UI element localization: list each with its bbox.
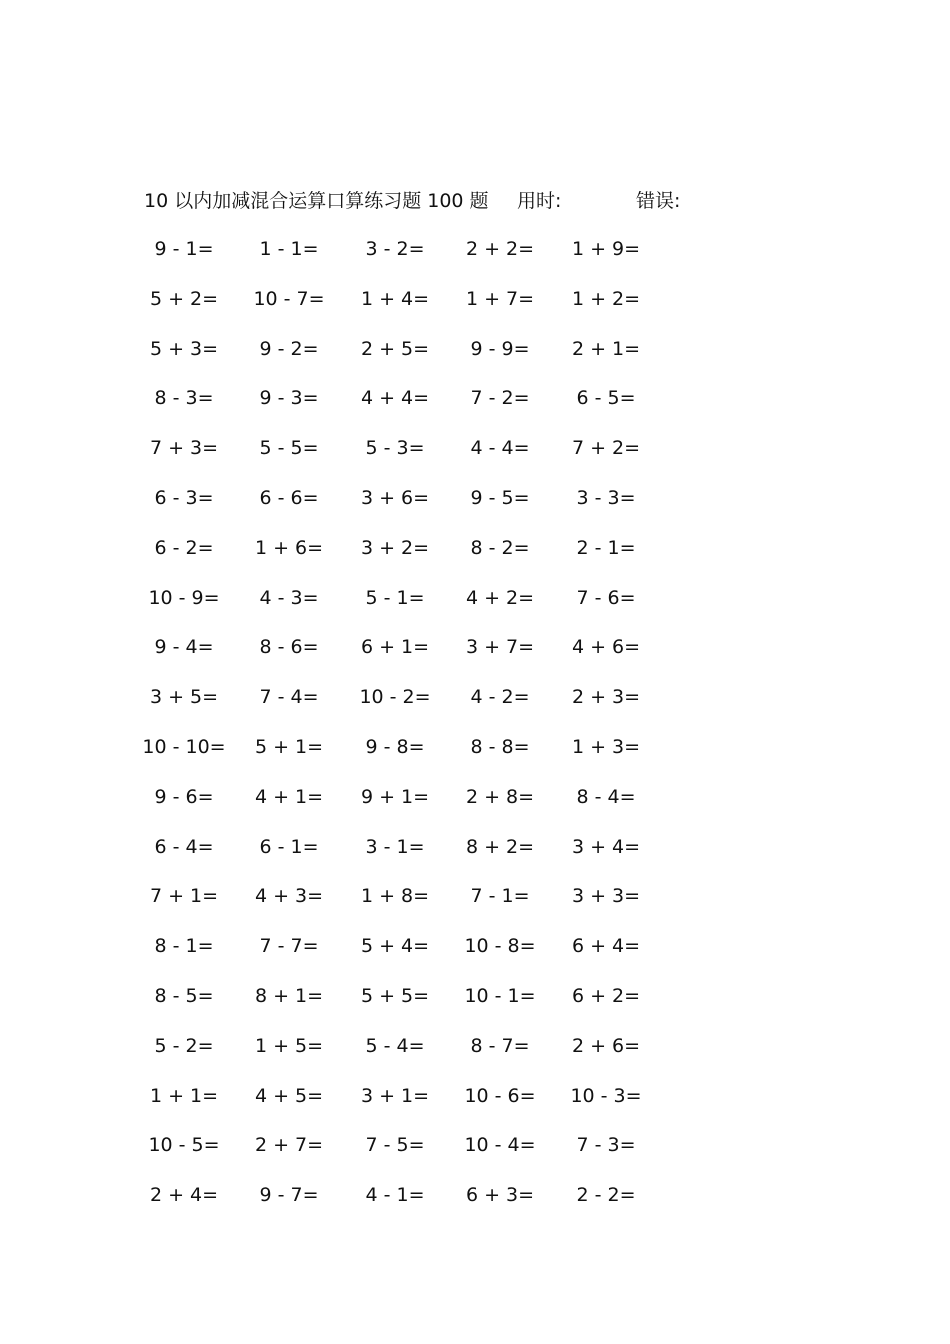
arithmetic-problem: 6 + 2= bbox=[571, 985, 641, 1007]
arithmetic-problem: 3 + 5= bbox=[149, 686, 219, 709]
problem-row bbox=[0, 1029, 950, 1063]
arithmetic-problem: 10 - 1= bbox=[464, 985, 536, 1007]
arithmetic-problem: 7 - 6= bbox=[576, 586, 636, 609]
arithmetic-problem: 7 - 1= bbox=[470, 885, 530, 908]
problem-row bbox=[0, 1128, 950, 1162]
arithmetic-problem: 2 + 6= bbox=[571, 1034, 641, 1057]
arithmetic-problem: 9 - 2= bbox=[259, 337, 319, 360]
arithmetic-problem: 8 - 1= bbox=[154, 935, 214, 958]
arithmetic-problem: 2 + 1= bbox=[571, 337, 641, 360]
arithmetic-problem: 10 - 4= bbox=[464, 1134, 536, 1157]
problem-row bbox=[0, 232, 950, 266]
arithmetic-problem: 9 - 5= bbox=[470, 487, 530, 509]
problem-row bbox=[0, 630, 950, 664]
arithmetic-problem: 5 + 3= bbox=[149, 337, 219, 360]
arithmetic-problem: 1 + 9= bbox=[571, 238, 641, 260]
arithmetic-problem: 8 - 5= bbox=[154, 985, 214, 1007]
arithmetic-problem: 5 + 2= bbox=[149, 287, 219, 310]
problem-row bbox=[0, 381, 950, 415]
arithmetic-problem: 10 - 6= bbox=[464, 1084, 536, 1107]
arithmetic-problem: 8 + 2= bbox=[465, 835, 535, 858]
worksheet-title: 10 以内加减混合运算口算练习题 100 题 bbox=[144, 190, 489, 212]
arithmetic-problem: 9 - 9= bbox=[470, 337, 530, 360]
arithmetic-problem: 9 - 3= bbox=[259, 387, 319, 410]
problem-row bbox=[0, 431, 950, 465]
problem-row bbox=[0, 581, 950, 615]
arithmetic-problem: 5 + 4= bbox=[360, 935, 430, 958]
arithmetic-problem: 3 + 1= bbox=[360, 1084, 430, 1107]
arithmetic-problem: 5 - 1= bbox=[365, 586, 425, 609]
arithmetic-problem: 6 - 3= bbox=[154, 487, 214, 509]
problem-row bbox=[0, 1178, 950, 1212]
problem-row bbox=[0, 830, 950, 864]
arithmetic-problem: 7 + 3= bbox=[149, 437, 219, 460]
arithmetic-problem: 2 + 8= bbox=[465, 785, 535, 808]
arithmetic-problem: 4 - 1= bbox=[365, 1184, 425, 1207]
problem-row bbox=[0, 282, 950, 316]
arithmetic-problem: 9 - 1= bbox=[154, 238, 214, 260]
arithmetic-problem: 8 - 7= bbox=[470, 1034, 530, 1057]
arithmetic-problem: 9 - 8= bbox=[365, 736, 425, 758]
problem-row bbox=[0, 481, 950, 515]
arithmetic-problem: 4 - 4= bbox=[470, 437, 530, 460]
arithmetic-problem: 1 + 5= bbox=[254, 1034, 324, 1057]
arithmetic-problem: 7 - 3= bbox=[576, 1134, 636, 1157]
arithmetic-problem: 9 - 4= bbox=[154, 636, 214, 659]
arithmetic-problem: 8 + 1= bbox=[254, 985, 324, 1007]
problem-row bbox=[0, 531, 950, 565]
arithmetic-problem: 2 + 3= bbox=[571, 686, 641, 709]
arithmetic-problem: 4 + 2= bbox=[465, 586, 535, 609]
problem-row bbox=[0, 332, 950, 366]
arithmetic-problem: 10 - 8= bbox=[464, 935, 536, 958]
problem-row bbox=[0, 1079, 950, 1113]
arithmetic-problem: 10 - 9= bbox=[148, 586, 220, 609]
worksheet-header bbox=[144, 186, 764, 216]
arithmetic-problem: 3 - 1= bbox=[365, 835, 425, 858]
arithmetic-problem: 4 + 5= bbox=[254, 1084, 324, 1107]
problem-row bbox=[0, 929, 950, 963]
problem-row bbox=[0, 979, 950, 1013]
arithmetic-problem: 4 - 3= bbox=[259, 586, 319, 609]
arithmetic-problem: 1 + 6= bbox=[254, 536, 324, 559]
arithmetic-problem: 5 + 5= bbox=[360, 985, 430, 1007]
arithmetic-problem: 4 + 3= bbox=[254, 885, 324, 908]
arithmetic-problem: 1 + 8= bbox=[360, 885, 430, 908]
arithmetic-problem: 3 + 3= bbox=[571, 885, 641, 908]
arithmetic-problem: 1 + 1= bbox=[149, 1084, 219, 1107]
arithmetic-problem: 10 - 5= bbox=[148, 1134, 220, 1157]
arithmetic-problem: 10 - 2= bbox=[359, 686, 431, 709]
arithmetic-problem: 8 - 8= bbox=[470, 736, 530, 758]
arithmetic-problem: 9 - 7= bbox=[259, 1184, 319, 1207]
arithmetic-problem: 7 - 4= bbox=[259, 686, 319, 709]
arithmetic-problem: 8 - 3= bbox=[154, 387, 214, 410]
arithmetic-problem: 2 + 4= bbox=[149, 1184, 219, 1207]
arithmetic-problem: 7 + 1= bbox=[149, 885, 219, 908]
arithmetic-problem: 2 - 1= bbox=[576, 536, 636, 559]
arithmetic-problem: 10 - 3= bbox=[570, 1084, 642, 1107]
time-used-label: 用时: bbox=[517, 190, 562, 212]
arithmetic-problem: 6 - 6= bbox=[259, 487, 319, 509]
arithmetic-problem: 3 - 2= bbox=[365, 238, 425, 260]
arithmetic-problem: 3 + 2= bbox=[360, 536, 430, 559]
arithmetic-problem: 5 + 1= bbox=[254, 736, 324, 758]
arithmetic-problem: 4 - 2= bbox=[470, 686, 530, 709]
arithmetic-problem: 7 - 2= bbox=[470, 387, 530, 410]
arithmetic-problem: 10 - 7= bbox=[253, 287, 325, 310]
arithmetic-problem: 8 - 4= bbox=[576, 785, 636, 808]
arithmetic-problem: 6 + 1= bbox=[360, 636, 430, 659]
arithmetic-problem: 4 + 1= bbox=[254, 785, 324, 808]
arithmetic-problem: 5 - 3= bbox=[365, 437, 425, 460]
arithmetic-problem: 6 + 3= bbox=[465, 1184, 535, 1207]
arithmetic-problem: 3 - 3= bbox=[576, 487, 636, 509]
arithmetic-problem: 7 + 2= bbox=[571, 437, 641, 460]
arithmetic-problem: 3 + 6= bbox=[360, 487, 430, 509]
arithmetic-problem: 8 - 2= bbox=[470, 536, 530, 559]
problem-row bbox=[0, 780, 950, 814]
arithmetic-problem: 2 + 5= bbox=[360, 337, 430, 360]
arithmetic-problem: 8 - 6= bbox=[259, 636, 319, 659]
problem-row bbox=[0, 879, 950, 913]
problem-row bbox=[0, 730, 950, 764]
arithmetic-problem: 3 + 7= bbox=[465, 636, 535, 659]
arithmetic-problem: 6 + 4= bbox=[571, 935, 641, 958]
arithmetic-problem: 6 - 4= bbox=[154, 835, 214, 858]
arithmetic-problem: 1 + 2= bbox=[571, 287, 641, 310]
arithmetic-problem: 5 - 4= bbox=[365, 1034, 425, 1057]
arithmetic-problem: 1 - 1= bbox=[259, 238, 319, 260]
arithmetic-problem: 2 + 7= bbox=[254, 1134, 324, 1157]
arithmetic-problem: 7 - 7= bbox=[259, 935, 319, 958]
arithmetic-problem: 9 - 6= bbox=[154, 785, 214, 808]
arithmetic-problem: 1 + 7= bbox=[465, 287, 535, 310]
arithmetic-problem: 4 + 6= bbox=[571, 636, 641, 659]
arithmetic-problem: 6 - 2= bbox=[154, 536, 214, 559]
arithmetic-problem: 10 - 10= bbox=[142, 736, 226, 758]
arithmetic-problem: 1 + 4= bbox=[360, 287, 430, 310]
arithmetic-problem: 6 - 5= bbox=[576, 387, 636, 410]
arithmetic-problem: 4 + 4= bbox=[360, 387, 430, 410]
arithmetic-problem: 6 - 1= bbox=[259, 835, 319, 858]
arithmetic-problem: 2 + 2= bbox=[465, 238, 535, 260]
errors-label: 错误: bbox=[636, 190, 681, 212]
arithmetic-problem: 9 + 1= bbox=[360, 785, 430, 808]
arithmetic-problem: 5 - 2= bbox=[154, 1034, 214, 1057]
arithmetic-problem: 7 - 5= bbox=[365, 1134, 425, 1157]
problem-row bbox=[0, 680, 950, 714]
arithmetic-problem: 5 - 5= bbox=[259, 437, 319, 460]
arithmetic-problem: 1 + 3= bbox=[571, 736, 641, 758]
arithmetic-problem: 2 - 2= bbox=[576, 1184, 636, 1207]
arithmetic-problem: 3 + 4= bbox=[571, 835, 641, 858]
